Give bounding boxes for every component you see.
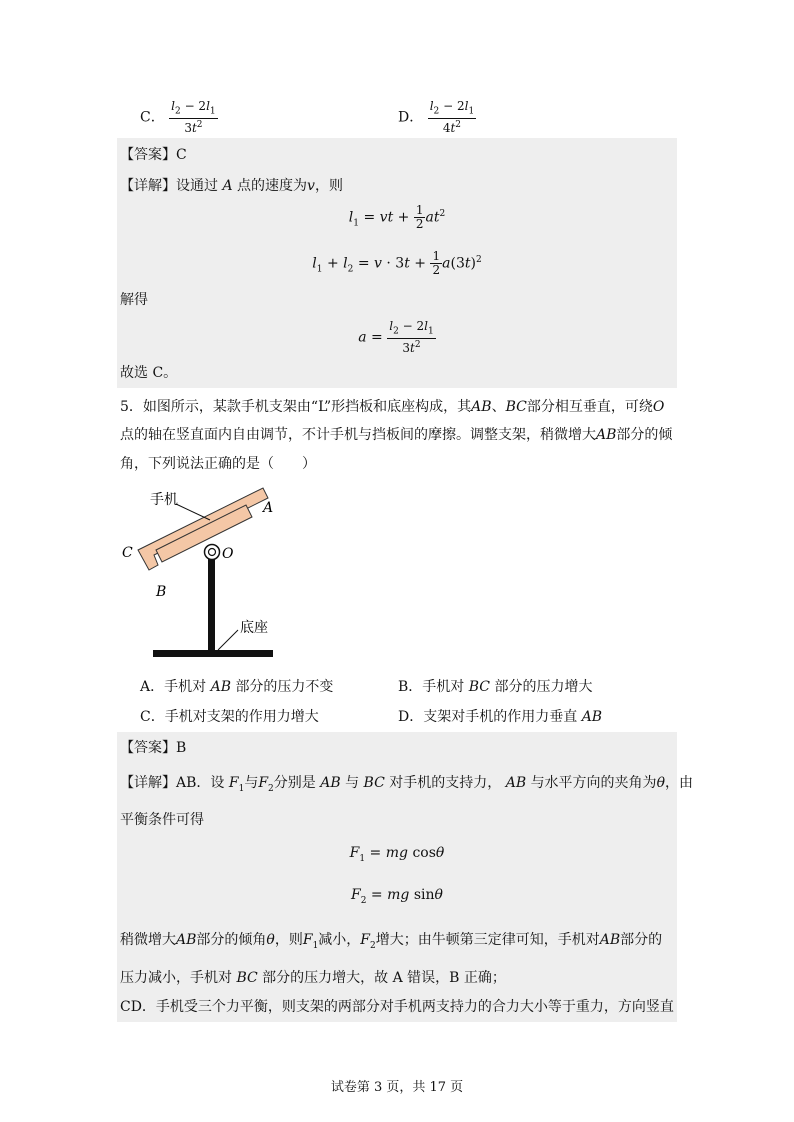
q4-option-c: C． $\frac{l_2 - 2l_1}{3t^2}$	[140, 99, 216, 136]
q5-option-b: B．手机对 BC 部分的压力增大	[398, 679, 593, 695]
q5-option-a: A．手机对 AB 部分的压力不变	[140, 679, 334, 695]
page-footer: 试卷第 3 页，共 17 页	[330, 1080, 464, 1095]
q4-solve: 解得	[120, 292, 148, 308]
phone-pointer	[176, 504, 210, 520]
base-pointer	[218, 630, 238, 650]
label-o: O	[222, 546, 234, 562]
q5-stem-line2: 点的轴在竖直面内自由调节，不计手机与挡板间的摩擦。调整支架，稍微增大AB部分的倾	[120, 427, 673, 443]
stand-pole	[208, 556, 215, 652]
label-a: A	[263, 500, 274, 516]
q5-option-d: D．支架对手机的作用力垂直 AB	[398, 709, 603, 725]
label-base: 底座	[240, 620, 268, 636]
phone-stand-figure	[118, 480, 298, 670]
option-c-fraction: $\frac{l_2 - 2l_1}{3t^2}$	[171, 99, 216, 136]
q5-answer: 【答案】B	[120, 740, 187, 756]
label-phone: 手机	[150, 492, 178, 508]
q4-answer: 【答案】C	[120, 147, 187, 163]
q5-stem-line3: 角，下列说法正确的是（ ）	[120, 456, 316, 472]
equation-f1: $F_1$ = mg cosθ	[349, 845, 445, 864]
equation-l1-l2: $l_1 + l_2 = v \cdot 3t$ + $\frac{1}{2}$ $a(3t)^2$	[312, 249, 482, 278]
q4-option-d: D． $\frac{l_2 - 2l_1}{4t^2}$	[398, 99, 475, 136]
q5-cd-line: CD．手机受三个力平衡，则支架的两部分对手机两支持力的合力大小等于重力，方向竖直	[120, 999, 674, 1015]
q5-option-c: C．手机对支架的作用力增大	[140, 709, 319, 725]
q5-stem-line1: 5．如图所示，某款手机支架由“L”形挡板和底座构成，其AB、BC部分相互垂直，可绕O	[120, 399, 665, 415]
q5-result-line1: 稍微增大AB部分的倾角θ，则$F_1$减小，$F_2$增大；由牛顿第三定律可知，手机对AB部分的	[120, 932, 663, 951]
q5-detail-line1: 【详解】AB．设 $F_1$与$F_2$分别是 AB 与 BC 对手机的支持力， AB 与水平方向的夹角为θ，由	[120, 775, 693, 794]
equation-a: a = $\frac{l_2 - 2l_1}{3t^2}$	[358, 319, 434, 356]
option-d-fraction: $\frac{l_2 - 2l_1}{4t^2}$	[429, 99, 475, 136]
q4-detail: 【详解】设通过 A 点的速度为v，则	[120, 178, 343, 194]
equation-l1: $l_1$ = vt + $\frac{1}{2}$ $at^2$	[348, 203, 446, 232]
label-c: C	[122, 545, 133, 561]
equation-f2: $F_2$ = mg sinθ	[351, 887, 443, 906]
pivot-inner	[209, 549, 216, 556]
label-b: B	[156, 584, 167, 600]
q5-detail-line2: 平衡条件可得	[120, 812, 204, 828]
q5-result-line2: 压力减小，手机对 BC 部分的压力增大，故 A 错误，B 正确；	[120, 970, 506, 986]
q4-conclusion: 故选 C。	[120, 365, 178, 381]
